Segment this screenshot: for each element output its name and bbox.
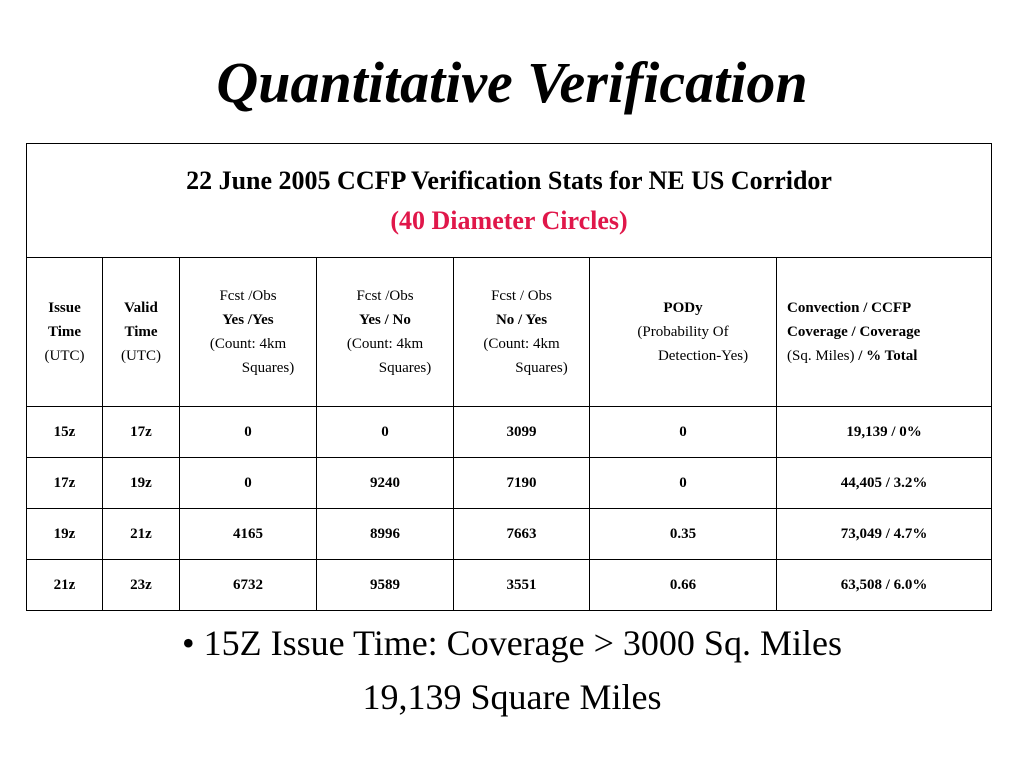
cell-yes-no: 8996: [317, 509, 454, 560]
cell-pody: 0: [590, 407, 777, 458]
cell-issue: 17z: [27, 458, 103, 509]
header-ny-l3: (Count: 4km: [483, 336, 560, 352]
header-ny-l2: No / Yes: [495, 312, 548, 328]
cell-no-yes: 7663: [454, 509, 590, 560]
header-valid-time: [103, 258, 180, 407]
header-cov-l1: Convection / CCFP: [787, 300, 912, 316]
cell-coverage: 63,508 / 6.0%: [777, 560, 992, 611]
bullet-line-1: • 15Z Issue Time: Coverage > 3000 Sq. Miles: [182, 623, 842, 663]
header-pody-l1: PODy: [663, 300, 703, 316]
header-valid-l1: Valid: [124, 300, 158, 316]
header-pody-l2: (Probability Of: [637, 324, 729, 340]
cell-yes-no: 9240: [317, 458, 454, 509]
cell-coverage: 19,139 / 0%: [777, 407, 992, 458]
header-cov-l3b: / % Total: [854, 348, 918, 364]
header-yn-l1: Fcst /Obs: [356, 288, 414, 304]
header-no-yes: [454, 258, 590, 407]
header-coverage: [777, 258, 992, 407]
cell-no-yes: 3099: [454, 407, 590, 458]
header-cov-l2: Coverage / Coverage: [787, 324, 921, 340]
header-pody: [590, 258, 777, 407]
header-issue-time: [27, 258, 103, 407]
header-issue-l2: Time: [47, 324, 82, 340]
cell-yes-yes: 0: [180, 407, 317, 458]
cell-issue: 15z: [27, 407, 103, 458]
cell-yes-yes: 0: [180, 458, 317, 509]
cell-pody: 0: [590, 458, 777, 509]
header-yy-l2: Yes /Yes: [222, 312, 274, 328]
header-issue-l1: Issue: [48, 300, 81, 316]
header-pody-l3: Detection-Yes): [657, 348, 749, 364]
table-row: [27, 458, 992, 509]
cell-valid: 19z: [103, 458, 180, 509]
slide-title: Quantitative Verification: [216, 50, 808, 115]
header-yes-yes: [180, 258, 317, 407]
header-cov-l3a: (Sq. Miles): [787, 348, 855, 364]
header-yy-l4: Squares): [241, 360, 295, 376]
caption-title: 22 June 2005 CCFP Verification Stats for NE US Corridor: [186, 165, 832, 195]
header-yn-l3: (Count: 4km: [346, 336, 424, 352]
header-yn-l2: Yes / No: [359, 312, 411, 328]
cell-no-yes: 3551: [454, 560, 590, 611]
header-valid-l2: Time: [124, 324, 158, 340]
caption-subtitle: (40 Diameter Circles): [390, 205, 628, 235]
cell-no-yes: 7190: [454, 458, 590, 509]
header-valid-l3: (UTC): [121, 348, 161, 364]
table-row: [27, 509, 992, 560]
header-ny-l1: Fcst / Obs: [491, 288, 552, 304]
bullet-line-2: 19,139 Square Miles: [362, 677, 662, 717]
cell-coverage: 44,405 / 3.2%: [777, 458, 992, 509]
cell-issue: 19z: [27, 509, 103, 560]
cell-valid: 21z: [103, 509, 180, 560]
cell-valid: 23z: [103, 560, 180, 611]
table-row: [27, 407, 992, 458]
header-cov-l3: [787, 344, 991, 368]
cell-issue: 21z: [27, 560, 103, 611]
cell-pody: 0.35: [590, 509, 777, 560]
cell-yes-no: 0: [317, 407, 454, 458]
cell-yes-yes: 4165: [180, 509, 317, 560]
cell-coverage: 73,049 / 4.7%: [777, 509, 992, 560]
header-ny-l4: Squares): [515, 360, 568, 376]
header-yn-l4: Squares): [378, 360, 432, 376]
verification-stats-table: [26, 143, 992, 611]
cell-pody: 0.66: [590, 560, 777, 611]
table-caption: [27, 144, 992, 258]
bullet-note: [0, 616, 1024, 724]
header-yy-l1: Fcst /Obs: [219, 288, 277, 304]
header-issue-l3: (UTC): [44, 348, 85, 364]
table-row: [27, 560, 992, 611]
header-yy-l3: (Count: 4km: [209, 336, 287, 352]
cell-yes-no: 9589: [317, 560, 454, 611]
cell-valid: 17z: [103, 407, 180, 458]
table-caption-row: [27, 144, 992, 258]
cell-yes-yes: 6732: [180, 560, 317, 611]
table-header-row: [27, 258, 992, 407]
header-yes-no: [317, 258, 454, 407]
